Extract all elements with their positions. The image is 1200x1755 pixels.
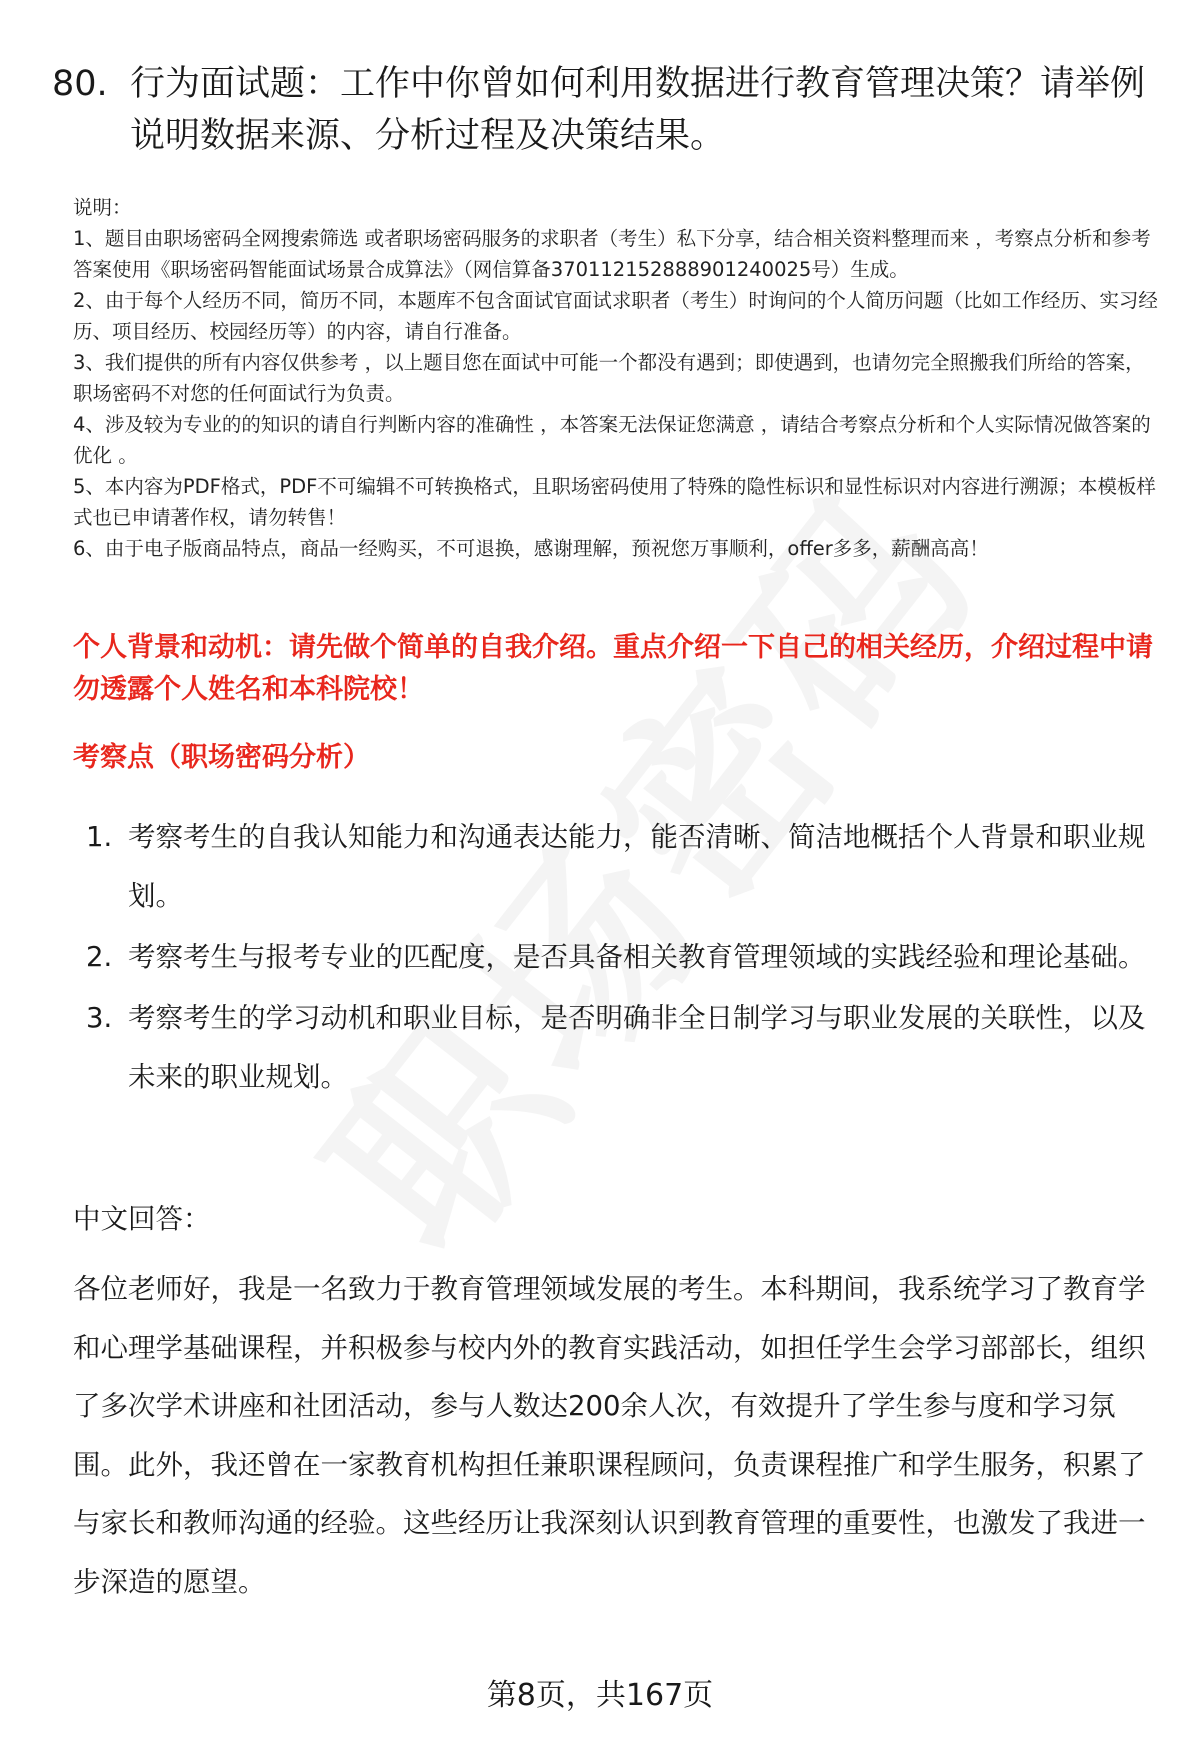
question-text: 行为面试题：工作中你曾如何利用数据进行教育管理决策？请举例说明数据来源、分析过程及决策结果。: [130, 64, 1146, 156]
answer-body: 各位老师好，我是一名致力于教育管理领域发展的考生。本科期间，我系统学习了教育学和心理学基础课程，并积极参与校内外的教育实践活动，如担任学生会学习部部长，组织了多次学术讲座和社团活动，参与人数达200余人次，有效提升了学生参与度和学习氛围。此外，我还曾在一家教育机构担任兼职课程顾问，负责课程推广和学生服务，积累了与家长和教师沟通的经验。这些经历让我深刻认识到教育管理的重要性，也激发了我进一步深造的愿望。: [73, 1273, 1146, 1598]
question-title: [52, 58, 1152, 162]
note-item: 5、本内容为PDF格式，PDF不可编辑不可转换格式，且职场密码使用了特殊的隐性标识和显性标识对内容进行溯源；本模板样式也已申请著作权，请勿转售！: [73, 475, 1156, 529]
point-text: 考察考生与报考专业的匹配度，是否具备相关教育管理领域的实践经验和理论基础。: [128, 941, 1146, 973]
analysis-point: [86, 989, 1156, 1107]
point-number: 3.: [86, 1002, 113, 1034]
note-item: 6、由于电子版商品特点，商品一经购买，不可退换，感谢理解，预祝您万事顺利，offer多多，薪酬高高！: [73, 537, 989, 560]
analysis-point: [86, 928, 1156, 987]
analysis-point: [86, 808, 1156, 926]
analysis-points: [86, 808, 1156, 1109]
note-item: 4、涉及较为专业的的知识的请自行判断内容的准确性 ，本答案无法保证您满意 ，请结合考察点分析和个人实际情况做答案的优化 。: [73, 413, 1151, 467]
point-text: 考察考生的自我认知能力和沟通表达能力，能否清晰、简洁地概括个人背景和职业规划。: [128, 821, 1146, 912]
point-number: 1.: [86, 821, 113, 853]
question-number: 80.: [52, 64, 108, 104]
page-footer: 第8页，共167页: [486, 1678, 714, 1713]
analysis-heading: 考察点（职场密码分析）: [73, 742, 370, 773]
note-item: 3、我们提供的所有内容仅供参考 ，以上题目您在面试中可能一个都没有遇到；即使遇到，也请勿完全照搬我们所给的答案，职场密码不对您的任何面试行为负责。: [73, 351, 1145, 405]
point-number: 2.: [86, 941, 113, 973]
note-item: 1、题目由职场密码全网搜索筛选 或者职场密码服务的求职者（考生）私下分享，结合相关资料整理而来 ，考察点分析和参考答案使用《职场密码智能面试场景合成算法》（网信算备370112152888901240025号）生成。: [73, 227, 1151, 281]
background-heading: 个人背景和动机：请先做个简单的自我介绍。重点介绍一下自己的相关经历，介绍过程中请勿透露个人姓名和本科院校！: [73, 632, 1153, 705]
notes-heading: 说明：: [73, 196, 132, 219]
answer-label: 中文回答：: [73, 1203, 211, 1235]
point-text: 考察考生的学习动机和职业目标，是否明确非全日制学习与职业发展的关联性，以及未来的职业规划。: [128, 1002, 1146, 1093]
notes-section: [73, 192, 1163, 564]
note-item: 2、由于每个人经历不同，简历不同，本题库不包含面试官面试求职者（考生）时询问的个人简历问题（比如工作经历、实习经历、项目经历、校园经历等）的内容，请自行准备。: [73, 289, 1158, 343]
